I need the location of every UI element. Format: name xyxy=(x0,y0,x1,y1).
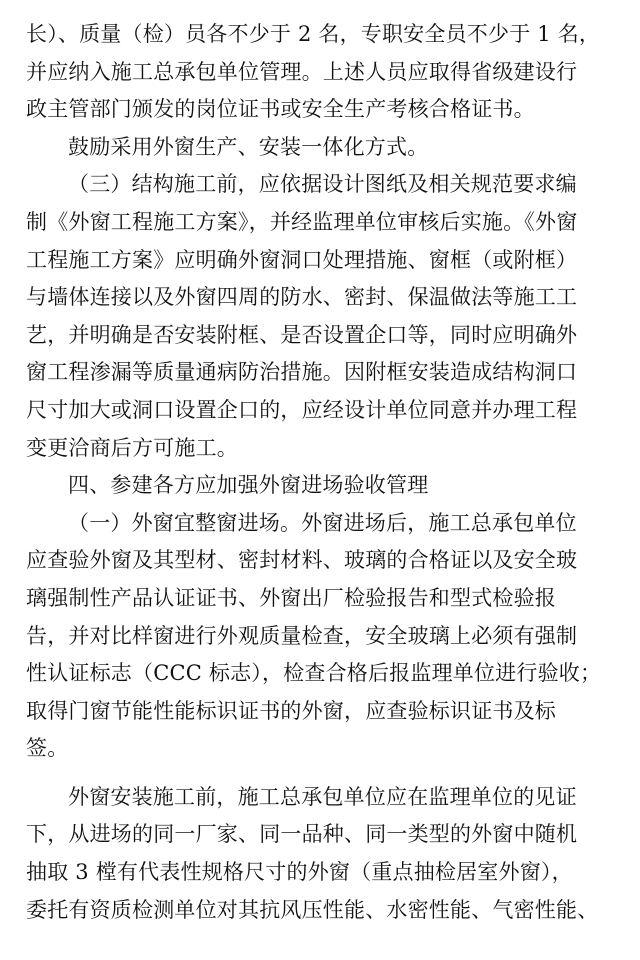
text-line: 并应纳入施工总承包单位管理。上述人员应取得省级建设行 xyxy=(26,59,578,84)
text-line: 告，并对比样窗进行外观质量检查，安全玻璃上必须有强制 xyxy=(26,623,578,648)
text-line: 与墙体连接以及外窗四周的防水、密封、保温做法等施工工 xyxy=(26,285,578,310)
text-line: 委托有资质检测单位对其抗风压性能、水密性能、气密性能、 xyxy=(26,897,599,922)
text-line: 政主管部门颁发的岗位证书或安全生产考核合格证书。 xyxy=(26,97,535,122)
text-line: 长）、质量（检）员各不少于 2 名，专职安全员不少于 1 名， xyxy=(26,22,601,46)
text-line: 窗工程渗漏等质量通病防治措施。因附框安装造成结构洞口 xyxy=(26,360,578,385)
text-line: 工程施工方案》应明确外窗洞口处理措施、窗框（或附框） xyxy=(26,247,578,272)
text-line: 应查验外窗及其型材、密封材料、玻璃的合格证以及安全玻 xyxy=(26,548,578,573)
paragraph-first-line: （一）外窗宜整窗进场。外窗进场后，施工总承包单位 xyxy=(68,510,577,535)
text-line: 制《外窗工程施工方案》，并经监理单位审核后实施。《外窗 xyxy=(26,209,578,234)
text-line: 璃强制性产品认证证书、外窗出厂检验报告和型式检验报 xyxy=(26,585,556,610)
text-line: 变更洽商后方可施工。 xyxy=(26,435,238,460)
text-line: 艺，并明确是否安装附框、是否设置企口等，同时应明确外 xyxy=(26,322,578,347)
text-line: 尺寸加大或洞口设置企口的，应经设计单位同意并办理工程 xyxy=(26,397,578,422)
section-heading: 四、参建各方应加强外窗进场验收管理 xyxy=(68,473,429,498)
text-line: 抽取 3 樘有代表性规格尺寸的外窗（重点抽检居室外窗）， xyxy=(26,860,573,885)
paragraph-first-line: 外窗安装施工前，施工总承包单位应在监理单位的见证 xyxy=(68,784,577,809)
text-line: 性认证标志（CCC 标志），检查合格后报监理单位进行验收； xyxy=(26,661,602,686)
paragraph-first-line: （三）结构施工前，应依据设计图纸及相关规范要求编 xyxy=(68,172,577,197)
paragraph-first-line: 鼓励采用外窗生产、安装一体化方式。 xyxy=(68,134,429,159)
text-line: 签。 xyxy=(26,736,69,761)
text-line: 下，从进场的同一厂家、同一品种、同一类型的外窗中随机 xyxy=(26,822,578,847)
text-line: 取得门窗节能性能标识证书的外窗，应查验标识证书及标 xyxy=(26,698,556,723)
